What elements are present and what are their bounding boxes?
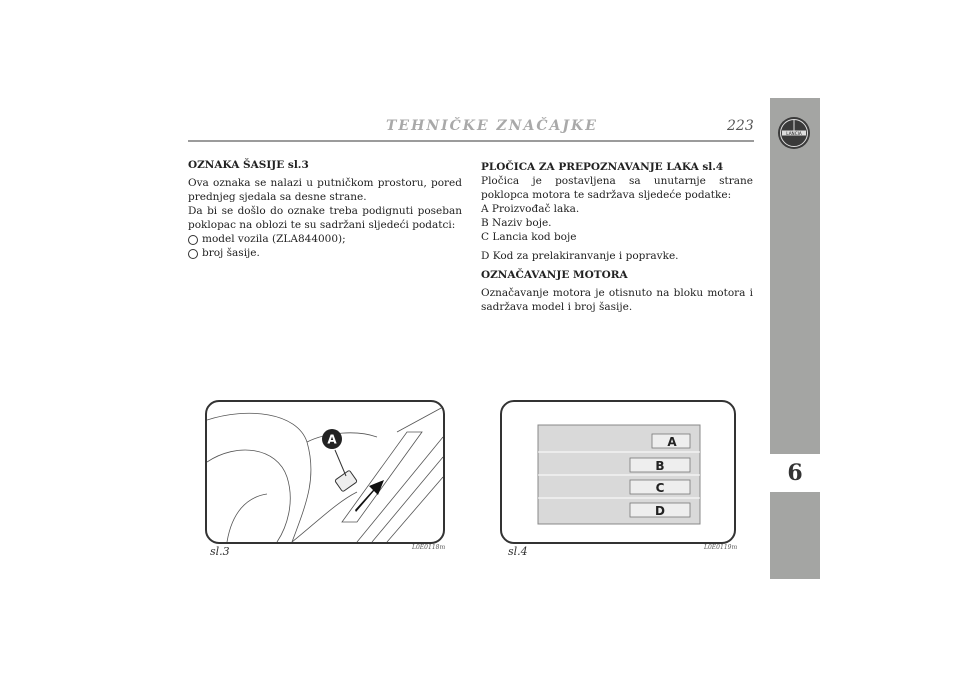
- figure-paint-plate: [500, 400, 736, 544]
- section-heading-chassis: OZNAKA ŠASIJE sl.3: [188, 159, 309, 171]
- bullet-icon: [188, 235, 198, 245]
- section-heading-paint-plate: PLOČICA ZA PREPOZNAVANJE LAKA sl.4: [481, 161, 724, 173]
- paint-plate-illustration: [502, 402, 734, 542]
- seat-floor-illustration: [207, 402, 443, 542]
- lancia-logo-icon: [777, 116, 811, 150]
- left-column: [188, 158, 462, 260]
- paragraph: Pločica je postavljena sa unutarnje strane poklopca motora te sadržava sljedeće podatke:: [481, 175, 753, 201]
- bullet-icon: [188, 249, 198, 259]
- plate-label-d: D: [655, 504, 665, 518]
- svg-text:LANCIA: LANCIA: [786, 130, 802, 136]
- plate-label-a: A: [667, 435, 677, 449]
- list-item: C Lancia kod boje: [481, 231, 577, 243]
- figure-code: L0E0118m: [412, 544, 446, 551]
- figure-chassis-marking: [205, 400, 445, 544]
- list-item-text: model vozila (ZLA844000);: [202, 233, 346, 245]
- page-number: 223: [727, 118, 754, 134]
- list-item: B Naziv boje.: [481, 217, 552, 229]
- label-a-text: A: [327, 432, 337, 447]
- paragraph: Ova oznaka se nalazi u putničkom prostoru, pored prednjeg sjedala sa desne strane.: [188, 177, 462, 203]
- list-item: D Kod za prelakiranvanje i popravke.: [481, 250, 679, 262]
- plate-label-c: C: [655, 481, 665, 495]
- figure-code: L0E0119m: [704, 544, 738, 551]
- arrow-icon: [355, 480, 384, 512]
- figure-caption: sl.3: [210, 545, 230, 558]
- list-item: [188, 232, 462, 246]
- chapter-tab[interactable]: 6: [770, 452, 820, 494]
- header-rule: [188, 140, 754, 142]
- list-item-text: broj šasije.: [202, 247, 260, 259]
- plate-label-b: B: [655, 459, 665, 473]
- chassis-cover-plate: [335, 470, 358, 492]
- running-header-title: TEHNIČKE ZNAČAJKE: [386, 118, 598, 134]
- paragraph: Da bi se došlo do oznake treba podignuti poseban poklopac na oblozi te su sadržani sljedeći podatci:: [188, 205, 462, 231]
- list-item: A Proizvođač laka.: [481, 203, 580, 215]
- paragraph: Označavanje motora je otisnuto na bloku motora i sadržava model i broj šasije.: [481, 287, 753, 313]
- section-heading-engine: OZNAČAVANJE MOTORA: [481, 269, 628, 281]
- right-column: [481, 160, 753, 314]
- chapter-sidebar: [770, 98, 820, 579]
- list-item: [188, 246, 462, 260]
- figure-caption: sl.4: [508, 545, 528, 558]
